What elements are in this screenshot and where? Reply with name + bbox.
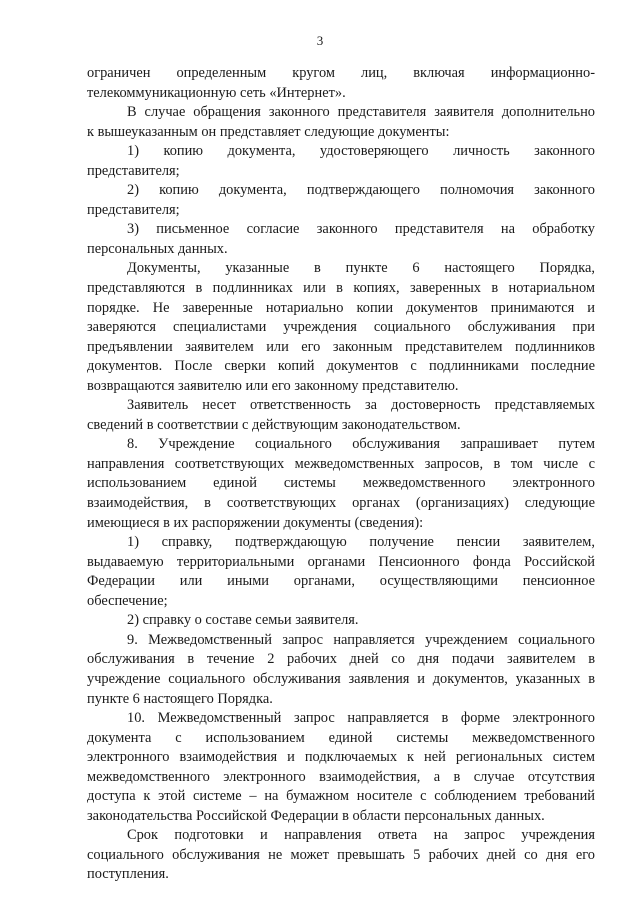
text-line: к вышеуказанным он представляет следующие документы: — [87, 123, 450, 140]
text-line: 1) справку, подтверждающую получение пенсии заявителем, — [127, 534, 595, 551]
text-line: 2) справку о составе семьи заявителя. — [127, 612, 359, 629]
text-line: имеющиеся в их распоряжении документы (сведения): — [87, 514, 424, 531]
text-line: 10. Межведомственный запрос направляется в форме электронного — [127, 710, 595, 727]
page-number: 3 — [316, 33, 324, 48]
text-line: 8. Учреждение социального обслуживания запрашивает путем — [127, 436, 595, 453]
text-line: использованием единой системы межведомственного электронного — [87, 475, 595, 492]
text-line: Заявитель несет ответственность за достоверность представляемых — [127, 397, 595, 414]
text-line: документов. После сверки копий документов с подлинниками последние — [87, 358, 595, 375]
text-line: 2) копию документа, подтверждающего полномочия законного — [127, 182, 595, 199]
text-line: Федерации или иными органами, осуществляющими пенсионное — [87, 573, 595, 590]
text-line: 9. Межведомственный запрос направляется учреждением социального — [127, 631, 595, 648]
text-line: порядке. Не заверенные нотариально копии документов принимаются и — [87, 299, 595, 316]
text-line: сведений в соответствии с действующим законодательством. — [87, 416, 461, 433]
text-line: 3) письменное согласие законного представителя на обработку — [127, 221, 595, 238]
text-line: поступления. — [87, 866, 169, 883]
text-line: документа с использованием единой системы межведомственного — [87, 729, 595, 746]
text-line: законодательства Российской Федерации в области персональных данных. — [87, 807, 545, 824]
text-line: социального обслуживания не может превышать 5 рабочих дней со дня его — [87, 846, 595, 863]
text-line: Документы, указанные в пункте 6 настоящего Порядка, — [127, 260, 595, 277]
text-line: обслуживания в течение 2 рабочих дней со дня подачи заявителем в — [87, 651, 595, 668]
text-line: возвращаются заявителю или его законному представителю. — [87, 377, 459, 394]
text-line: выдаваемую территориальными органами Пенсионного фонда Российской — [87, 553, 595, 570]
text-line: межведомственного электронного взаимодействия, а в случае отсутствия — [87, 768, 595, 785]
text-line: 1) копию документа, удостоверяющего личность законного — [127, 143, 595, 160]
text-line: ограничен определенным кругом лиц, включая информационно- — [87, 65, 595, 81]
text-line: Срок подготовки и направления ответа на запрос учреждения — [127, 827, 595, 844]
text-line: заверяются специалистами учреждения социального обслуживания при — [87, 319, 595, 336]
text-line: направления соответствующих межведомственных запросов, в том числе с — [87, 455, 595, 472]
text-line: представителя; — [87, 201, 180, 218]
text-line: взаимодействия, в соответствующих органах (организациях) следующие — [87, 495, 595, 512]
text-line: пункте 6 настоящего Порядка. — [87, 690, 273, 707]
text-line: обеспечение; — [87, 592, 168, 609]
text-line: представляются в подлинниках или в копиях, заверенных в нотариальном — [87, 280, 595, 297]
text-line: телекоммуникационную сеть «Интернет». — [87, 84, 346, 101]
text-line: представителя; — [87, 162, 180, 179]
text-line: персональных данных. — [87, 240, 228, 257]
document-body — [87, 64, 595, 885]
text-line: В случае обращения законного представителя заявителя дополнительно — [127, 104, 595, 121]
text-line: предъявлении заявителем или его законным представителем подлинников — [87, 338, 595, 355]
text-line: учреждение социального обслуживания заявления и документов, указанных в — [87, 670, 595, 687]
text-line: доступа к этой системе – на бумажном носителе с соблюдением требований — [87, 788, 595, 805]
text-line: электронного взаимодействия и подключаемых к ней региональных систем — [87, 749, 595, 766]
